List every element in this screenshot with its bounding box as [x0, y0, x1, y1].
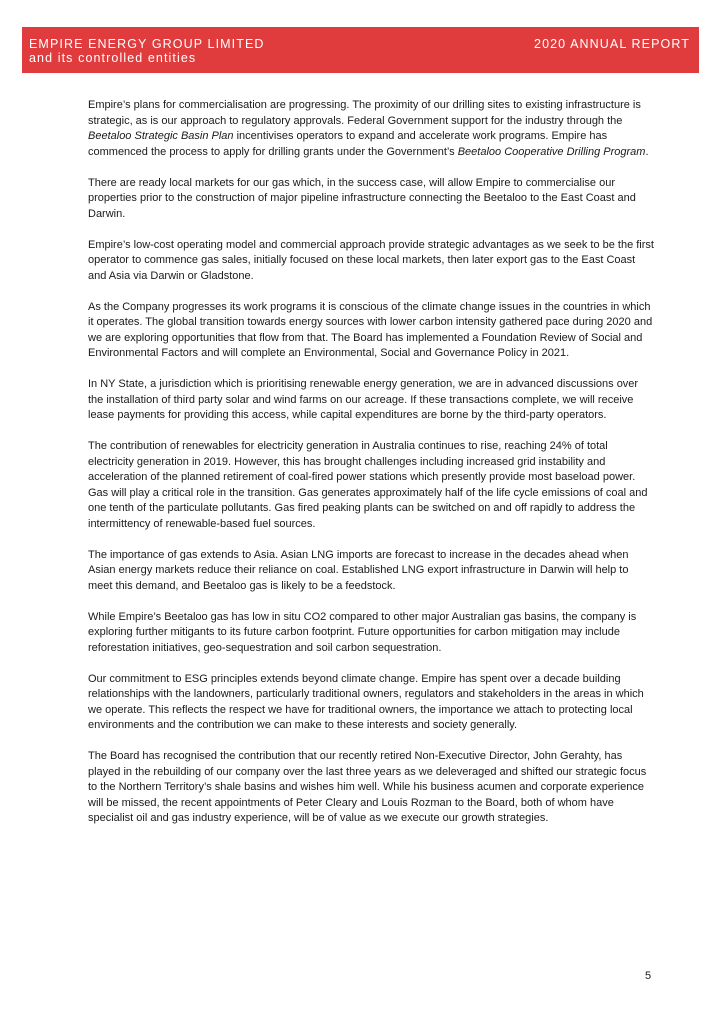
paragraph-renewables: The contribution of renewables for electricity generation in Australia continues to rise, reaching 24% of total electricity generation in 2019. However, this has brought challenges including increased grid instability and acceleration of the planned retirement of coal-fired power stations which presently provide most baseload power. Gas will play a critical role in the transition. Gas generates approximately half of the life cycle emissions of coal and one tenth of the particulate pollutants. Gas fired peaking plants can be switched on and off rapidly to address the intermittency of renewable-based fuel sources.: [88, 440, 648, 530]
paragraph-ny-state: In NY State, a jurisdiction which is prioritising renewable energy generation, we are in advanced discussions over the installation of third party solar and wind farms on our acreage. If these transactions complete, we will receive lease payments for providing this access, while capital expenditures are borne by the third-party operators.: [88, 378, 639, 421]
company-name: EMPIRE ENERGY GROUP LIMITED: [29, 37, 265, 51]
paragraph-asia-lng: The importance of gas extends to Asia. Asian LNG imports are forecast to increase in the decades ahead when Asian energy markets reduce their reliance on coal. Established LNG export infrastructure in Darwin will help to meet this demand, and Beetaloo gas is likely to be a feedstock.: [88, 548, 629, 592]
paragraph-commercialisation: Empire’s plans for commercialisation are progressing. The proximity of our drilling sites to existing infrastructure is strategic, as is our approach to regulatory approvals. Federal Government support for the industry through the Beetaloo Strategic Basin Plan incentivises operators to expand and accelerate work programs. Empire has commenced the process to apply for drilling grants under the Government’s Beetaloo Cooperative Drilling Program.: [88, 99, 649, 158]
paragraph-operating-model: Empire’s low-cost operating model and commercial approach provide strategic advantages as we seek to be the first operator to commence gas sales, initially focused on these local markets, then later export gas to the East Coast and Asia via Darwin or Gladstone.: [88, 238, 654, 282]
page-number: 5: [645, 970, 652, 982]
basin-plan-name: Beetaloo Strategic Basin Plan: [88, 130, 234, 142]
page-header: [22, 27, 699, 73]
paragraph-board: The Board has recognised the contribution that our recently retired Non-Executive Director, John Gerahty, has played in the rebuilding of our company over the last three years as we deleveraged and shifted our strategic focus to the Northern Territory’s shale basins and wishes him well. While his business acumen and corporate experience will be missed, the recent appointments of Peter Cleary and Louis Rozman to the Board, both of whom have specialist oil and gas industry experience, will be of value as we execute our growth strategies.: [88, 750, 647, 824]
drilling-program-name: Beetaloo Cooperative Drilling Program: [457, 145, 646, 158]
paragraph-local-markets: There are ready local markets for our gas which, in the success case, will allow Empire to commercialise our properties prior to the construction of major pipeline infrastructure connecting the Beetaloo to the East Coast and Darwin.: [88, 176, 636, 220]
paragraph-climate-change: As the Company progresses its work programs it is conscious of the climate change issues in the countries in which it operates. The global transition towards energy sources with lower carbon intensity gathered pace during 2020 and we are exploring opportunities that flow from that. The Board has implemented a Foundation Review of Social and Environmental Factors and will complete an Environmental, Social and Governance Policy in 2021.: [88, 300, 653, 359]
paragraph-esg: Our commitment to ESG principles extends beyond climate change. Empire has spent over a decade building relationships with the landowners, particularly traditional owners, regulators and stakeholders in the areas in which we operate. This reflects the respect we have for traditional owners, the importance we attach to protecting local environments and the contribution we can make to these interests and society generally.: [88, 672, 644, 731]
report-title: 2020 ANNUAL REPORT: [534, 37, 690, 51]
paragraph-carbon-mitigation: While Empire’s Beetaloo gas has low in situ CO2 compared to other major Australian gas basins, the company is exploring further mitigants to its future carbon footprint. Future opportunities for carbon mitigation may include reforestation initiatives, geo-sequestration and soil carbon sequestration.: [88, 610, 637, 654]
body-text: [88, 98, 654, 842]
company-subtitle: and its controlled entities: [29, 51, 197, 65]
